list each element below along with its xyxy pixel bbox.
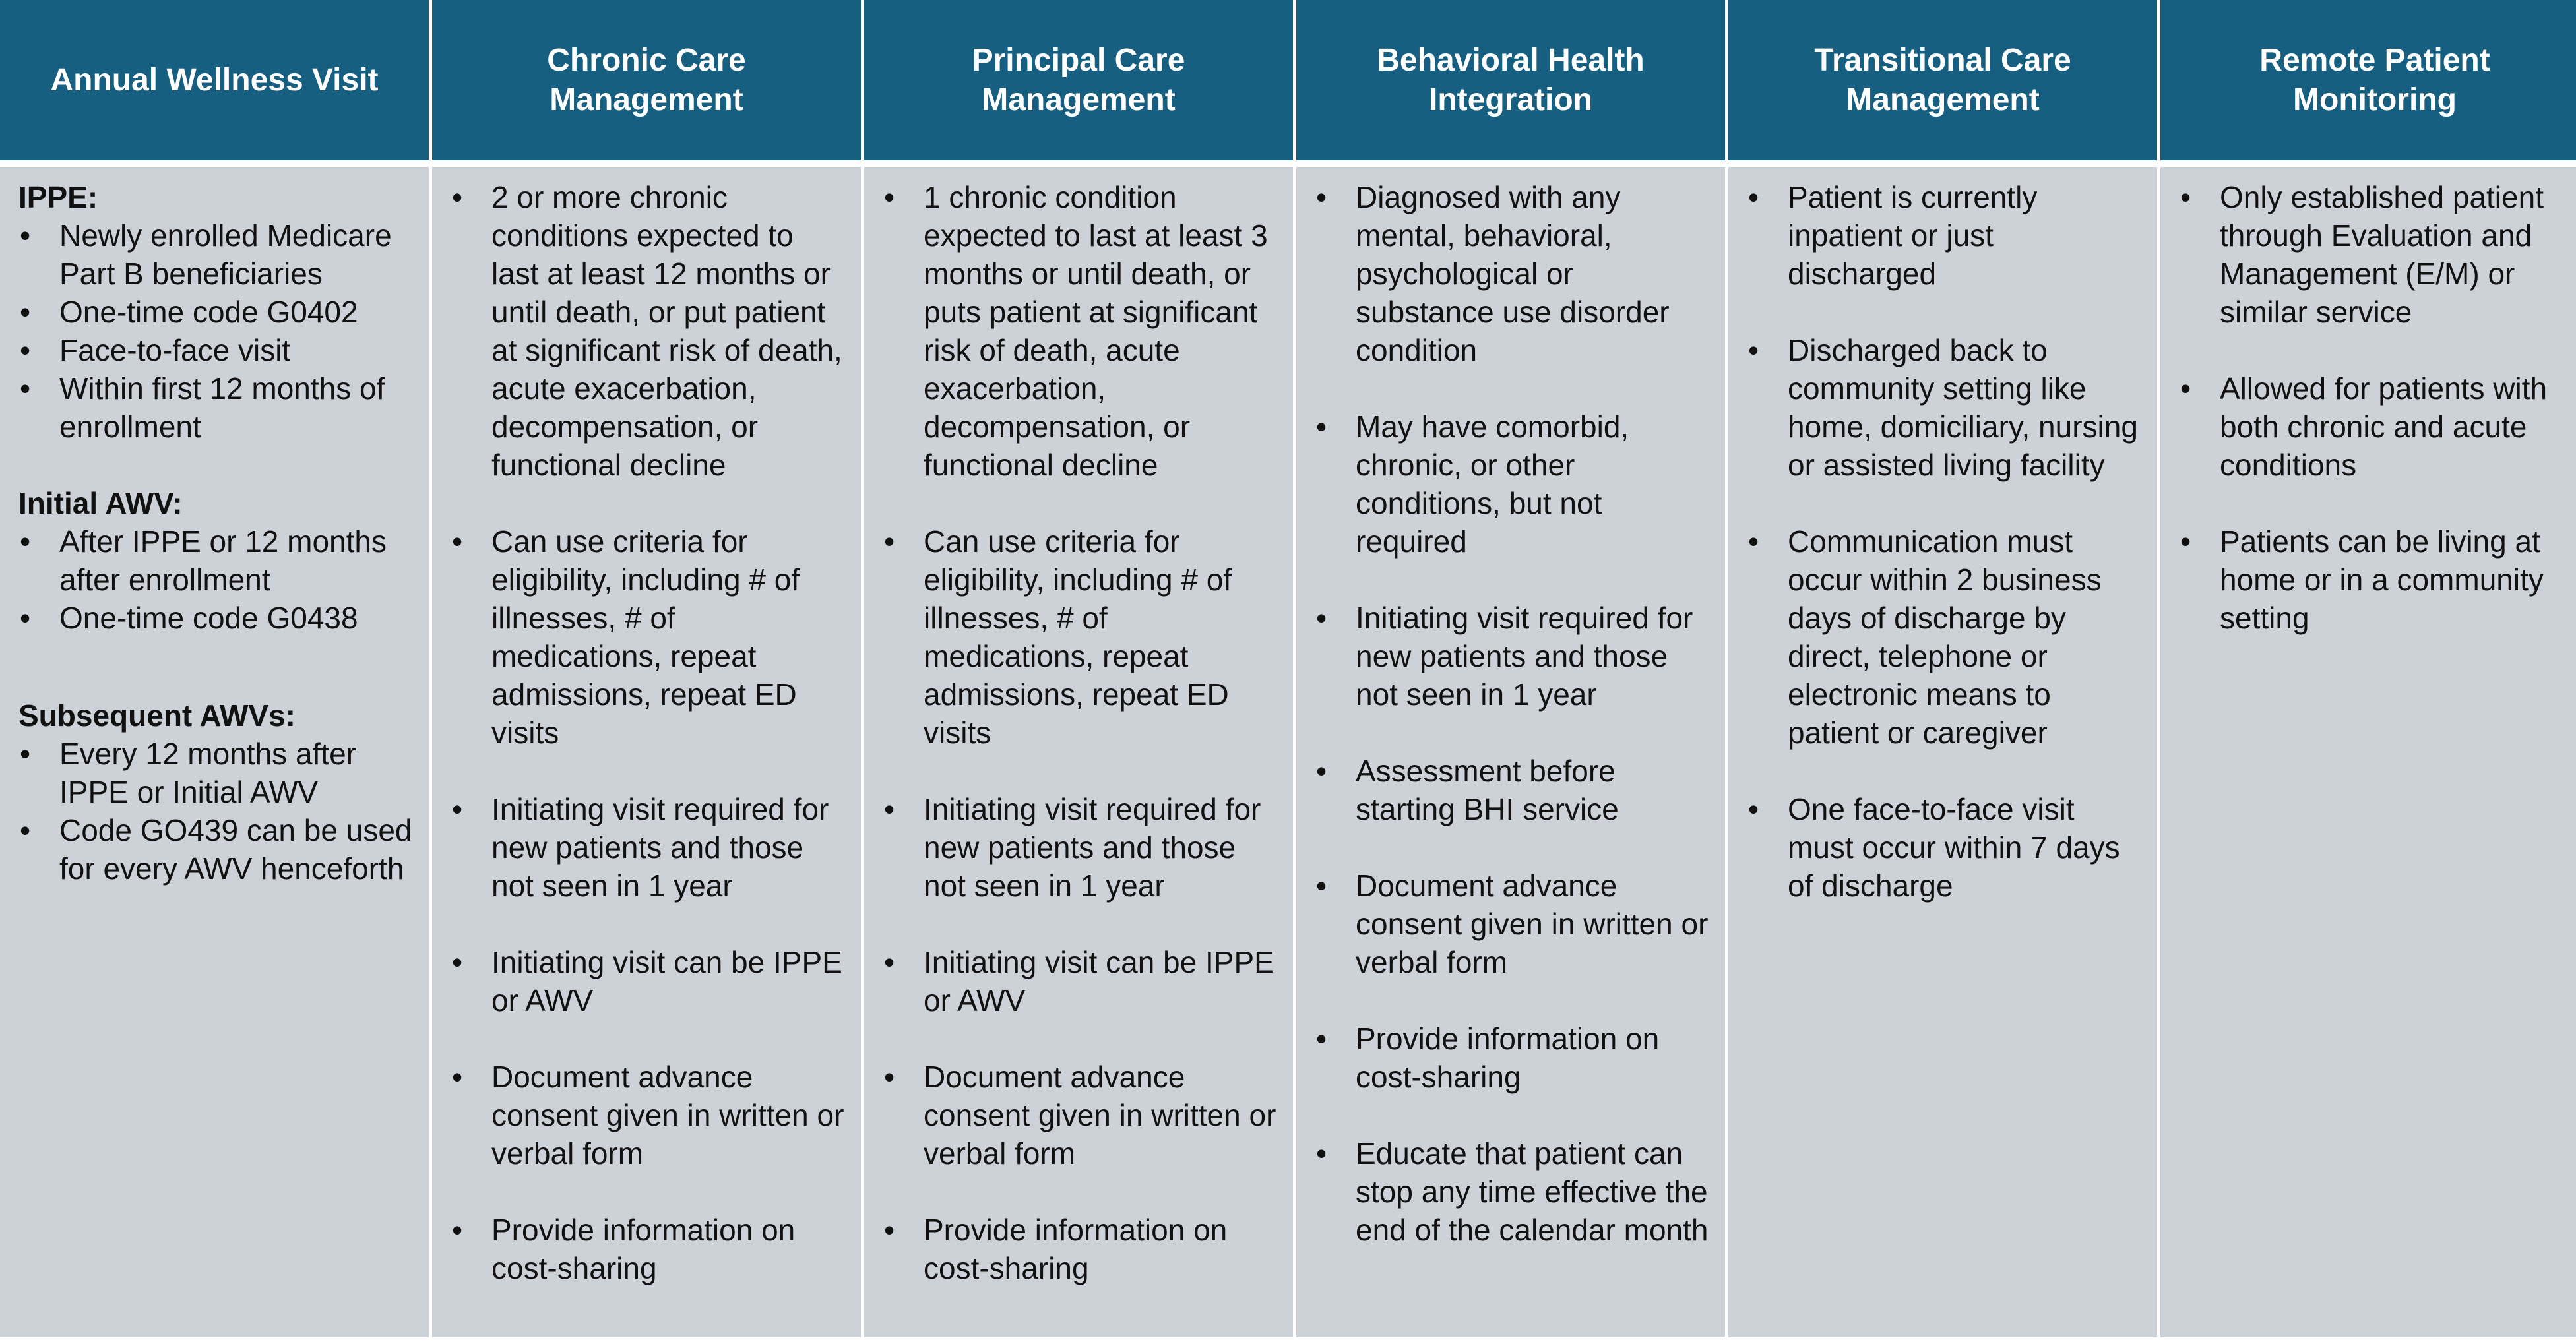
list-item: • Assessment before starting BHI service (1315, 752, 1712, 828)
header-behavioral-health-integration (1296, 0, 1725, 160)
header-transitional-care-management (1728, 0, 2157, 160)
header-principal-care-management (864, 0, 1293, 160)
section-initial-awv (18, 484, 416, 637)
list-item: • Can use criteria for eligibility, including # of illnesses, # of medications, repeat admissions, repeat ED visits (883, 522, 1280, 752)
list-item: • 1 chronic condition expected to last at least 3 months or until death, or puts patient at significant risk of death, acute exacerbation, decompensation, or functional decline (883, 178, 1280, 484)
list-item: • Provide information on cost-sharing (1315, 1020, 1712, 1096)
section-title: IPPE: (18, 180, 98, 214)
list-item: • 2 or more chronic conditions expected to last at least 12 months or until death, or put patient at significant risk of death, acute exacerbation, decompensation, or functional decline (451, 178, 848, 484)
list-item: • Allowed for patients with both chronic and acute conditions (2179, 369, 2576, 484)
cell-behavioral-health-integration (1296, 167, 1725, 1337)
list-item: • Only established patient through Evaluation and Management (E/M) or similar service (2179, 178, 2576, 331)
header-label: Behavioral Health Integration (1377, 42, 1645, 117)
list-item: • Document advance consent given in written or verbal form (1315, 867, 1712, 981)
cell-transitional-care-management (1728, 167, 2157, 1337)
list-item: • Initiating visit required for new patients and those not seen in 1 year (1315, 599, 1712, 714)
list-item: • Discharged back to community setting like home, domiciliary, nursing or assisted living facility (1747, 331, 2144, 484)
header-annual-wellness-visit (0, 0, 429, 160)
list-item: • Initiating visit required for new patients and those not seen in 1 year (451, 790, 848, 905)
list-item: • Code GO439 can be used for every AWV henceforth (18, 811, 416, 888)
header-label: Chronic Care Management (547, 42, 746, 117)
list-item: • One-time code G0402 (18, 293, 416, 331)
list-item: • Newly enrolled Medicare Part B beneficiaries (18, 216, 416, 293)
header-label: Transitional Care Management (1814, 42, 2071, 117)
list-item: • Patients can be living at home or in a community setting (2179, 522, 2576, 637)
list-item: • Document advance consent given in written or verbal form (451, 1058, 848, 1173)
bullet-list (2179, 178, 2576, 637)
list-item: • Provide information on cost-sharing (451, 1211, 848, 1287)
section-title: Subsequent AWVs: (18, 698, 296, 733)
list-item: • Initiating visit can be IPPE or AWV (883, 943, 1280, 1020)
section-subsequent-awvs (18, 696, 416, 888)
bullet-list (18, 735, 416, 888)
list-item: • Every 12 months after IPPE or Initial AWV (18, 735, 416, 811)
header-label: Principal Care Management (972, 42, 1185, 117)
list-item: • One-time code G0438 (18, 599, 416, 637)
bullet-list (18, 216, 416, 446)
list-item: • One face-to-face visit must occur within 7 days of discharge (1747, 790, 2144, 905)
bullet-list (18, 522, 416, 637)
list-item: • Within first 12 months of enrollment (18, 369, 416, 446)
header-chronic-care-management (432, 0, 861, 160)
list-item: • Initiating visit can be IPPE or AWV (451, 943, 848, 1020)
cell-annual-wellness-visit (0, 167, 429, 1337)
bullet-list (1315, 178, 1712, 1249)
cell-chronic-care-management (432, 167, 861, 1337)
section-title: Initial AWV: (18, 486, 183, 520)
cell-remote-patient-monitoring (2160, 167, 2576, 1337)
list-item: • Initiating visit required for new patients and those not seen in 1 year (883, 790, 1280, 905)
list-item: • Can use criteria for eligibility, including # of illnesses, # of medications, repeat admissions, repeat ED visits (451, 522, 848, 752)
list-item: • Patient is currently inpatient or just discharged (1747, 178, 2144, 293)
list-item: • May have comorbid, chronic, or other conditions, but not required (1315, 408, 1712, 561)
header-label: Remote Patient Monitoring (2259, 42, 2490, 117)
list-item: • After IPPE or 12 months after enrollment (18, 522, 416, 599)
bullet-list (1747, 178, 2144, 905)
bullet-list (883, 178, 1280, 1287)
list-item: • Communication must occur within 2 business days of discharge by direct, telephone or electronic means to patient or caregiver (1747, 522, 2144, 752)
list-item: • Diagnosed with any mental, behavioral, psychological or substance use disorder condition (1315, 178, 1712, 369)
header-label: Annual Wellness Visit (50, 62, 379, 98)
list-item: • Educate that patient can stop any time effective the end of the calendar month (1315, 1134, 1712, 1249)
section-ippe (18, 178, 416, 446)
cell-principal-care-management (864, 167, 1293, 1337)
bullet-list (451, 178, 848, 1287)
list-item: • Face-to-face visit (18, 331, 416, 369)
list-item: • Document advance consent given in written or verbal form (883, 1058, 1280, 1173)
list-item: • Provide information on cost-sharing (883, 1211, 1280, 1287)
header-remote-patient-monitoring (2160, 0, 2576, 160)
